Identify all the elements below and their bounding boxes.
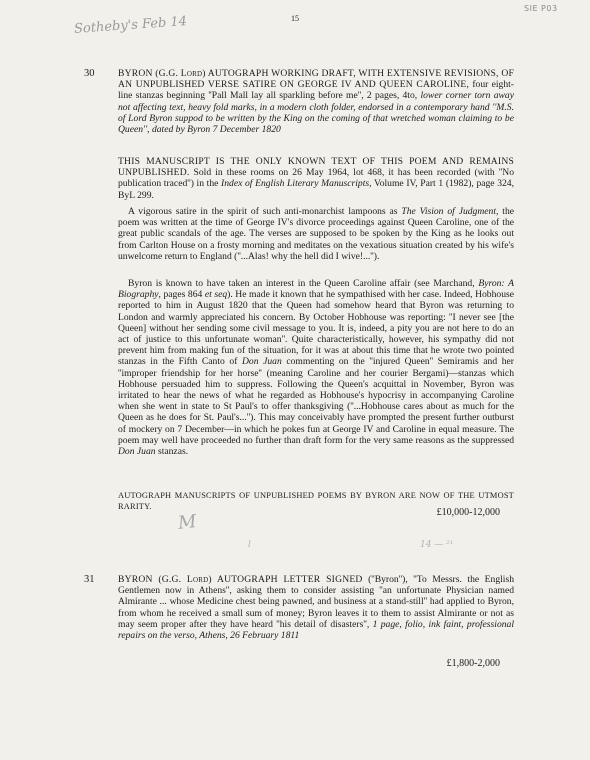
lot-description: [118, 68, 514, 135]
lot-31-entry: [84, 574, 514, 642]
lot-desc-plain: four eight-line stanzas beginning ''Pall Mall lay all sparkling before me'', 2 pages, 4to,: [118, 79, 514, 102]
para-text: , Volume IV, Part 1 (1982), page 324, ByL 299.: [118, 178, 514, 201]
para-italic: Don Juan: [118, 446, 156, 458]
pencil-annotation-top: Sotheby's Feb 14: [73, 14, 188, 37]
provenance-paragraph: [118, 156, 514, 201]
para-italic: Byron: A Biography: [118, 278, 515, 301]
para-text: stanzas.: [155, 446, 189, 458]
lot-description: [118, 574, 514, 641]
unpublished-note: THIS MANUSCRIPT IS THE ONLY KNOWN TEXT OF THIS POEM AND REMAINS UNPUBLISHED.: [118, 156, 514, 179]
para-text: Byron is known to have taken an interest in the Queen Caroline affair (see Marchand,: [128, 278, 479, 289]
lot-number: 31: [84, 574, 95, 585]
lot-30-entry: [84, 68, 514, 136]
para-text: Sold in these rooms on 26 May 1964, lot 468, it has been recorded (with ''No publication traced'') in the: [118, 167, 514, 190]
lot-30-estimate: £10,000-12,000: [436, 507, 500, 518]
lot-heading: BYRON (G.G. Lord) AUTOGRAPH WORKING DRAFT, WITH EXTENSIVE REVISIONS, OF AN UNPUBLISHED VERSE SATIRE ON GEORGE IV AND QUEEN CAROLINE,: [118, 68, 514, 91]
lot-heading: BYRON (G.G. Lord) AUTOGRAPH LETTER SIGNED: [118, 574, 363, 585]
page-number: 15: [291, 14, 299, 23]
para-italic: et seq: [204, 289, 228, 301]
para-text: A vigorous satire in the spirit of such anti-monarchist lampoons as: [128, 206, 402, 217]
lot-desc-plain: (''Byron''), ''To Messrs. the English Gentlemen now in Athens'', asking them to consider assisting ''an unfortunate Physician named Almirante ... whose Medicine chest being pawned, and business at a stand-still'' had applied to Byron, from whom he received a small sum of money; Byron leaves it to them to assist Almirante or not as may seem proper after they have heard ''his detail of disasters'',: [118, 574, 514, 630]
lot-31-estimate: £1,800-2,000: [446, 658, 500, 669]
context-paragraph: [118, 278, 514, 457]
para-text: , pages 864: [158, 289, 205, 301]
para-italic: Index of English Literary Manuscripts: [221, 178, 370, 190]
lot-desc-italic: 1 page, folio, ink faint, professional repairs on the verso, Athens, 26 February 1811: [118, 618, 514, 642]
satire-paragraph: [118, 206, 514, 262]
corner-reference-note: SIE P03: [524, 4, 558, 13]
para-italic: The Vision of Judgment,: [401, 206, 499, 217]
para-text: ). He made it known that he sympathised with her case. Indeed, Hobhouse reported to him in August 1820 that the Queen had somehow heard that Byron was returning to London and warmly appreciated his concern. By October Hobhouse was reporting: ''I never see [the Queen] without her sending some civil message to you. It is, indeed, a pity you are not here to do an act of justice to this unfortunate woman''. Quite characteristically, however, his sympathy did not prevent him from making fun of the situation, for it was at about this time that he wrote two pointed stanzas in the Fifth Canto of: [118, 289, 514, 368]
pencil-mark: l: [248, 540, 251, 550]
pencil-mark: M: [176, 511, 198, 534]
pencil-mark: 14 — ²¹: [420, 540, 454, 550]
para-text: the poem was written at the time of George IV's divorce proceedings against Queen Caroline, one of the great public scandals of the age. The verses are supposed to be spoken by the King as he looks out from Carlton House on a frosty morning and meditates on the vexatious situation created by his wife's unwelcome return to England (''...Alas! why the hell did I wive!...'').: [118, 206, 515, 262]
para-text: commenting on the ''injured Queen'' Semiramis and her ''improper friendship for her horse'' (meaning Caroline and her courier Bergami)—stanzas which Hobhouse persuaded him to suppress. Following the Queen's acquittal in November, Byron was irritated to hear the news of what he regarded as Hobhouse's hypocrisy in accompanying Caroline when she went in state to St Paul's to offer thanksgiving (''...Hobhouse cares about as much for the Queen as he does for St. Paul's...''). This may conceivably have prompted the present further outburst of mockery on 7 December—in which he pokes fun at George IV and Caroline in equal measure. The poem may well have proceeded no further than draft form for the very same reasons as the suppressed: [118, 356, 514, 446]
lot-number: 30: [84, 68, 95, 79]
rarity-text: AUTOGRAPH MANUSCRIPTS OF UNPUBLISHED POEMS BY BYRON ARE NOW OF THE UTMOST RARITY.: [118, 491, 514, 512]
lot-desc-italic: lower corner torn away not affecting text, heavy fold marks, in a modern cloth folder, endorsed in a contemporary hand ''M.S. of Lord Byron suppod to be written by the King on the coming of that wretched woman claiming to be Queen'', dated by Byron 7 December 1820: [118, 90, 514, 136]
para-italic: Don Juan: [241, 356, 282, 368]
